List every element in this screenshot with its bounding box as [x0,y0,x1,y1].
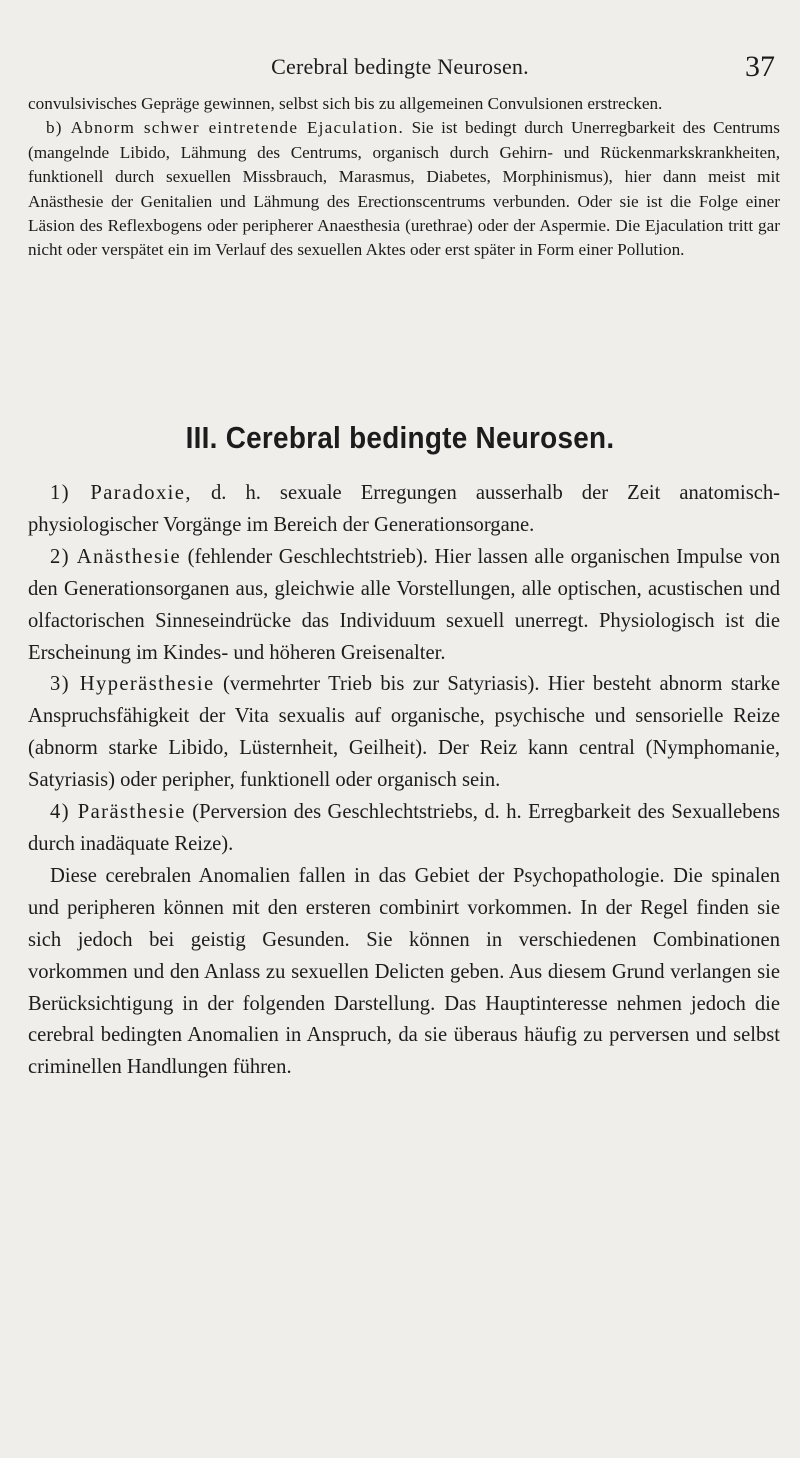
item-paraesthesie-text: (Perversion des Geschlechtstriebs, d. h. Erregbarkeit des Sexuallebens durch inadäquate Reize). [28,801,781,855]
term-hyperaesthesie: 3) Hyperästhesie [50,673,215,696]
term-paraesthesie: 4) Parästhesie [50,801,186,824]
running-head [0,50,800,90]
section-body [28,478,780,1084]
item-paradoxie [28,478,780,542]
item-hyperaesthesie [28,669,780,797]
paragraph-ejaculation-text: Sie ist bedingt durch Unerregbarkeit des Centrums (mangelnde Libido, Lähmung des Centrums, organisch durch Gehirn- und Rückenmarkskrankheiten, funktionell durch sexuellen Missbrauch, Marasmus, Diabetes, Morphinismus), hier dann meist mit Anästhesie der Genitalien und Lähmung des Erectionscentrums verbunden. Oder sie ist die Folge einer Läsion des Reflexbogens oder peripherer Anaesthesia (urethrae) oder der Aspermie. Die Ejaculation tritt gar nicht oder verspätet ein im Verlauf des sexuellen Aktes oder erst später in Form einer Pollution. [28,118,780,260]
term-paradoxie: 1) Paradoxie, [50,482,192,504]
item-paradoxie-text: d. h. sexuale Erregungen ausserhalb der Zeit anatomisch-physiologischer Vorgänge im Bereich der Generationsorgane. [28,482,781,536]
term-anaesthesie: 2) Anästhesie [50,545,182,568]
closing-paragraph: Diese cerebralen Anomalien fallen in das Gebiet der Psychopathologie. Die spinalen und peripheren können mit den ersteren combinirt vorkommen. In der Regel finden sie sich jedoch bei geistig Gesunden. Sie können in verschiedenen Combinationen vorkommen und den Anlass zu sexuellen Delicten geben. Aus diesem Grund verlangen sie Berücksichtigung in der folgenden Darstellung. Das Hauptinteresse nehmen jedoch die cerebral bedingten Anomalien in Anspruch, da sie überaus häufig zu perversen und selbst criminellen Handlungen führen. [28,864,780,1079]
term-ejaculation: b) Abnorm schwer eintretende Ejaculation. [46,118,404,138]
item-hyperaesthesie-text: (vermehrter Trieb bis zur Satyriasis). Hier besteht abnorm starke Anspruchsfähigkeit der Vita sexualis auf organische, psychische und sensorielle Reize (abnorm starke Libido, Lüsternheit, Geilheit). Der Reiz kann central (Nymphomanie, Satyriasis) oder peripher, funktionell oder organisch sein. [28,673,780,792]
running-title: Cerebral bedingte Neurosen. [271,54,529,79]
paragraph-convulsions: convulsivisches Gepräge gewinnen, selbst sich bis zu allgemeinen Convulsionen erstrecken. [28,94,663,113]
paragraph-ejaculation [28,116,780,262]
section-heading: III. Cerebral bedingte Neurosen. [185,420,615,455]
item-paraesthesie [28,797,780,861]
item-anaesthesie-text: (fehlender Geschlechtstrieb). Hier lassen alle organischen Impulse von den Generationsorganen aus, gleichwie alle Vorstellungen, alle optischen, acustischen und olfactorischen Sinneseindrücke das Individuum sexuell unerregt. Physiologisch ist die Erscheinung im Kindes- und höheren Greisenalter. [28,545,780,664]
item-anaesthesie [28,542,780,670]
page-number: 37 [745,50,775,83]
continuation-text [28,92,780,263]
